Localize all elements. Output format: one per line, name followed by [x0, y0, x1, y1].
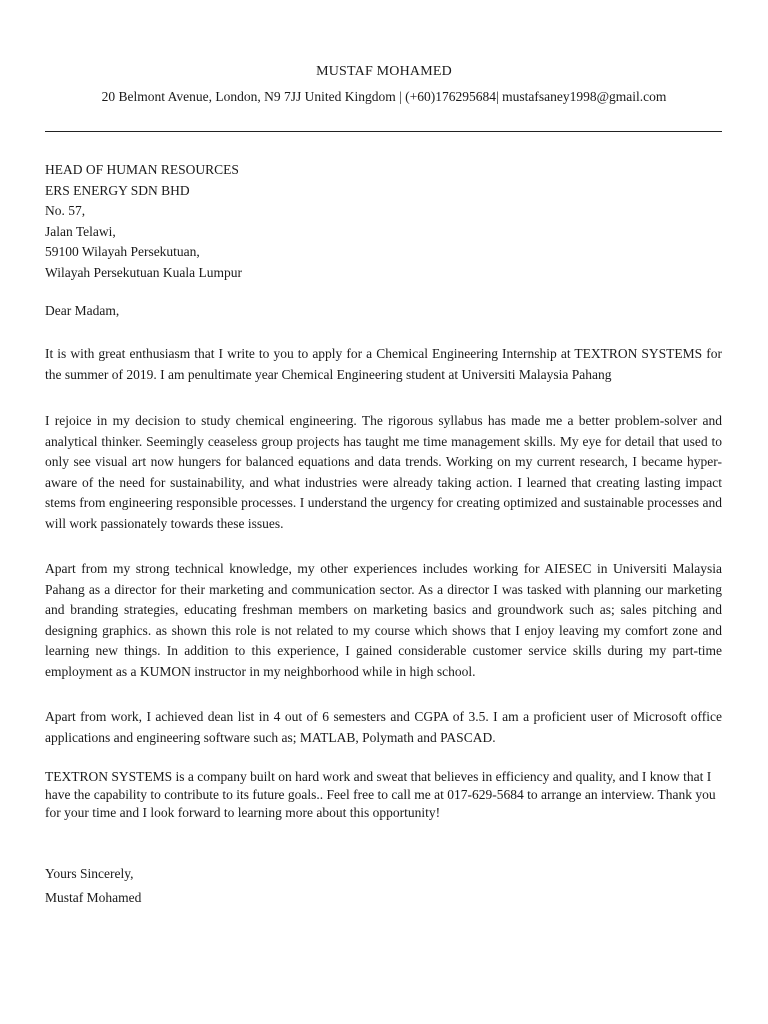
header-divider	[45, 131, 722, 132]
recipient-company: ERS ENERGY SDN BHD	[45, 182, 190, 198]
valediction: Yours Sincerely,	[45, 866, 134, 881]
recipient-address-line: No. 57,	[45, 203, 86, 219]
closing-block	[45, 862, 141, 910]
signature-name: Mustaf Mohamed	[45, 890, 142, 905]
recipient-address-line: 59100 Wilayah Persekutuan,	[45, 244, 200, 260]
sender-contact-line: 20 Belmont Avenue, London, N9 7JJ United Kingdom | (+60)176295684| mustafsaney1998@gmail.com	[101, 89, 667, 104]
recipient-address-block	[45, 160, 242, 284]
recipient-title: HEAD OF HUMAN RESOURCES	[45, 162, 239, 177]
salutation: Dear Madam,	[45, 303, 120, 318]
body-paragraph-closing: TEXTRON SYSTEMS is a company built on hard work and sweat that believes in efficiency and quality, and I know that I have the capability to contribute to its future goals.. Feel free to call me at 017-629-5684 to arrange an interview. Thank you for your time and I look forward to learning more about this opportunity!	[45, 769, 716, 820]
body-paragraph-experience: Apart from my strong technical knowledge, my other experiences includes working for AIESEC in Universiti Malaysia Pahang as a director for their marketing and communication sector. As a director I was tasked with planning our marketing and branding strategies, educating freshman members on marketing basics and groundwork such as; sales pitching and designing graphics. as shown this role is not related to my course which shows that I enjoy leaving my comfort zone and learning new things. In addition to this experience, I gained considerable customer service skills during my part-time employment as a KUMON instructor in my neighborhood while in high school.	[45, 561, 722, 679]
recipient-address-line: Wilayah Persekutuan Kuala Lumpur	[45, 264, 243, 280]
body-paragraph-education: I rejoice in my decision to study chemical engineering. The rigorous syllabus has made me a better problem-solver and analytical thinker. Seemingly ceaseless group projects has taught me time management skills. My eye for detail that used to only see visual art now hungers for balanced equations and data trends. Working on my current research, I became hyper-aware of the need for sustainability, and what industries were already taking action. I learned that creating lasting impact stems from engineering responsible processes. I understand the urgency for creating optimized and sustainable processes and will work passionately towards these issues.	[45, 413, 722, 531]
body-paragraph-achievements: Apart from work, I achieved dean list in 4 out of 6 semesters and CGPA of 3.5. I am a proficient user of Microsoft office applications and engineering software such as; MATLAB, Polymath and PASCAD.	[45, 709, 722, 745]
sender-name: MUSTAF MOHAMED	[316, 64, 452, 79]
recipient-address-line: Jalan Telawi,	[45, 223, 116, 239]
body-paragraph-intro: It is with great enthusiasm that I write to you to apply for a Chemical Engineering Internship at TEXTRON SYSTEMS for the summer of 2019. I am penultimate year Chemical Engineering student at Universiti Malaysia Pahang	[45, 346, 722, 382]
